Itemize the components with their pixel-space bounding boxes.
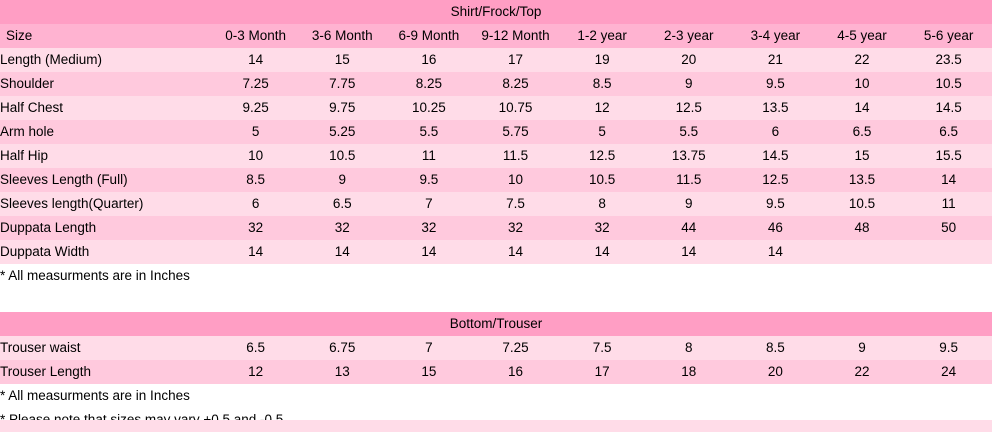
cell-value: 17 [594,364,610,379]
cell-value: 7.5 [592,340,612,355]
cell-value: 7.75 [329,76,356,91]
row-label-arm-hole: Arm hole [0,124,55,139]
cell-value: 11 [421,148,436,163]
cell-value: 14 [594,244,610,259]
table-row [0,192,992,216]
table-row [0,96,992,120]
cell-value: 6.5 [939,124,959,139]
cell-value: 12 [594,100,610,115]
row-label-half-hip: Half Hip [0,148,49,163]
column-header-2-3-year: 2-3 year [663,28,714,43]
table-row [0,168,992,192]
section-divider [0,288,992,312]
cell-value: 20 [681,52,697,67]
top-section-note-row [0,264,992,288]
cell-value: 14 [421,244,437,259]
cell-value: 48 [854,220,870,235]
cell-value: 50 [941,220,957,235]
cell-value: 6 [251,196,260,211]
column-header-6-9-month: 6-9 Month [398,28,460,43]
cell-value: 5.5 [419,124,439,139]
cell-value: 14 [767,244,783,259]
cell-value: 6.5 [852,124,872,139]
cell-value: 9.5 [765,76,785,91]
cell-value: 23.5 [935,52,962,67]
cell-value: 8.25 [415,76,443,91]
cell-value: 6.5 [246,340,266,355]
cell-value: 5.25 [329,124,356,139]
cell-value: 9.5 [765,196,785,211]
cell-value: 7 [425,196,433,211]
row-label-trouser-length: Trouser Length [0,364,92,379]
cell-value: 10.25 [411,100,446,115]
cell-value: 24 [941,364,957,379]
cell-value: 14.5 [935,100,962,115]
column-header-9-12-month: 9-12 Month [481,28,550,43]
table-row [0,144,992,168]
row-label-sleeves-length-full: Sleeves Length (Full) [0,172,128,187]
cell-value: 8.5 [246,172,266,187]
cell-value: 10 [854,76,870,91]
table-row [0,216,992,240]
row-label-sleeves-length-quarter: Sleeves length(Quarter) [0,196,144,211]
row-label-duppata-width: Duppata Width [0,244,90,259]
cell-value: 6.75 [329,340,356,355]
cell-value: 44 [681,220,697,235]
cell-value: 8.5 [765,340,785,355]
table-row [0,48,992,72]
cell-value: 9.5 [939,340,959,355]
cell-value: 7.5 [506,196,525,211]
cell-value [905,240,992,264]
cell-value: 7 [425,340,433,355]
cell-value: 6 [771,124,780,139]
table-row [0,336,992,360]
cell-value: 16 [507,364,524,379]
cell-value: 32 [421,220,437,235]
cell-value: 14 [854,100,870,115]
cell-value: 11.5 [502,148,529,163]
cell-value: 13.5 [762,100,789,115]
cell-value: 14.5 [762,148,789,163]
cell-value: 8.5 [592,76,612,91]
cell-value: 9 [338,172,346,187]
cell-value: 14 [681,244,697,259]
cell-value: 32 [594,220,610,235]
cell-value: 10 [507,172,524,187]
top-section-title: Shirt/Frock/Top [0,0,992,24]
bottom-edge-strip [0,420,992,432]
bottom-section-title-row [0,312,992,336]
cell-value: 14 [507,244,524,259]
table-row [0,240,992,264]
cell-value: 19 [594,52,610,67]
row-label-length-medium: Length (Medium) [0,52,103,67]
column-header-4-5-year: 4-5 year [837,28,887,43]
size-header-label: Size [6,28,33,43]
cell-value: 8 [598,196,606,211]
section-gap [0,288,992,312]
column-header-3-6-month: 3-6 Month [311,28,373,43]
cell-value: 10 [248,148,264,163]
cell-value: 12 [248,364,264,379]
cell-value: 5.5 [679,124,699,139]
cell-value: 10.75 [498,100,533,115]
cell-value: 12.5 [762,172,789,187]
cell-value [819,240,906,264]
cell-value: 15.5 [935,148,962,163]
cell-value: 17 [507,52,524,67]
cell-value: 14 [248,244,264,259]
cell-value: 9.25 [242,100,269,115]
bottom-section-title: Bottom/Trouser [0,312,992,336]
row-label-shoulder: Shoulder [0,76,55,91]
bottom-section-note-row [0,384,992,408]
cell-value: 9 [684,76,693,91]
cell-value: 32 [248,220,264,235]
cell-value: 7.25 [502,340,529,355]
top-section-note: * All measurments are in Inches [0,264,992,288]
cell-value: 22 [854,52,870,67]
cell-value: 15 [854,148,870,163]
top-section-title-row [0,0,992,24]
cell-value: 8.25 [502,76,529,91]
cell-value: 32 [507,220,524,235]
row-label-duppata-length: Duppata Length [0,220,97,235]
column-header-3-4-year: 3-4 year [750,28,801,43]
cell-value: 12.5 [675,100,702,115]
cell-value: 10.5 [329,148,356,163]
cell-value: 9.5 [419,172,439,187]
table-row [0,72,992,96]
cell-value: 6.5 [332,196,352,211]
cell-value: 14 [334,244,350,259]
cell-value: 9 [858,340,866,355]
cell-value: 10.5 [935,76,962,91]
cell-value: 11 [941,196,956,211]
row-label-trouser-waist: Trouser waist [0,340,81,355]
cell-value: 9.75 [329,100,356,115]
top-section-header-row [0,24,992,48]
cell-value: 9 [684,196,693,211]
cell-value: 14 [941,172,957,187]
table-row [0,360,992,384]
row-label-half-chest: Half Chest [0,100,64,115]
cell-value: 7.25 [242,76,269,91]
cell-value: 13.5 [848,172,876,187]
cell-value: 15 [334,52,350,67]
cell-value: 16 [421,52,437,67]
cell-value: 5 [251,124,260,139]
cell-value: 11.5 [676,172,702,187]
cell-value: 12.5 [588,148,616,163]
cell-value: 22 [854,364,870,379]
column-header-0-3-month: 0-3 Month [225,28,287,43]
cell-value: 5 [598,124,606,139]
cell-value: 20 [767,364,783,379]
cell-value: 10.5 [848,196,876,211]
cell-value: 5.75 [502,124,529,139]
cell-value: 32 [334,220,350,235]
cell-value: 18 [681,364,697,379]
cell-value: 13.75 [671,148,706,163]
column-header-1-2-year: 1-2 year [577,28,627,43]
cell-value: 15 [421,364,437,379]
cell-value: 21 [767,52,783,67]
cell-value: 13 [334,364,350,379]
cell-value: 14 [248,52,264,67]
bottom-section-note: * All measurments are in Inches [0,384,992,408]
cell-value: 46 [767,220,783,235]
column-header-5-6-year: 5-6 year [923,28,974,43]
cell-value: 8 [684,340,693,355]
cell-value: 10.5 [588,172,616,187]
table-row [0,120,992,144]
